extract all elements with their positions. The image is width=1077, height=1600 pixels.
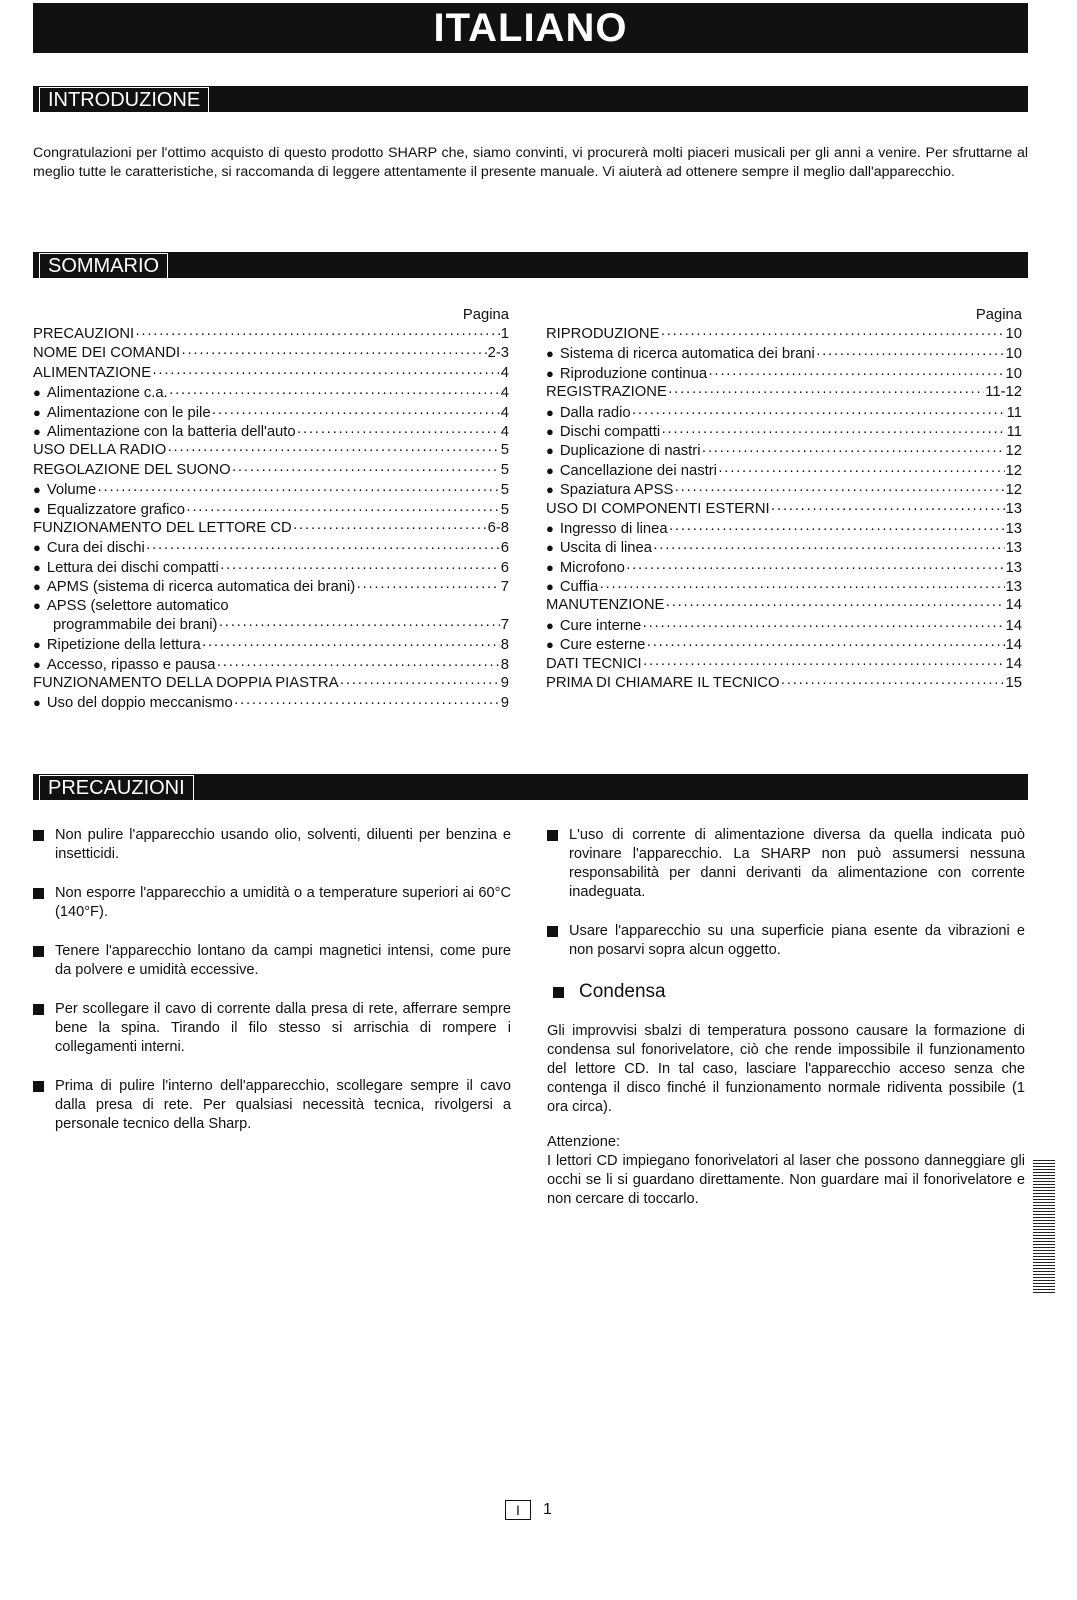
toc-leader-dots: [152, 364, 500, 383]
toc-entry: [546, 422, 1022, 441]
precautions-left-column: [33, 826, 511, 1154]
toc-entry-page: 12: [1005, 462, 1022, 479]
toc-entry-page: 13: [1005, 579, 1022, 596]
language-code-box: I: [505, 1500, 531, 1520]
toc-entry-title: ● Cura dei dischi: [33, 538, 145, 558]
toc-entry-page: 1: [500, 326, 509, 342]
toc-entry-page: 5: [500, 482, 509, 499]
toc-entry-title: ● Lettura dei dischi compatti: [33, 558, 219, 578]
toc-entry-page: 13: [1005, 500, 1022, 517]
toc-entry-page: 15: [1005, 675, 1022, 692]
toc-entry: [546, 577, 1022, 596]
toc-entry-page: 2-3: [487, 345, 509, 362]
toc-entry-page: 12: [1005, 443, 1022, 460]
toc-entry-title: ● Cure esterne: [546, 635, 645, 655]
precaution-item: Tenere l'apparecchio lontano da campi magnetici intensi, come pure da polvere e umidità eccessive.: [33, 942, 511, 980]
toc-entry: [546, 461, 1022, 480]
toc-leader-dots: [186, 501, 500, 520]
toc-page-label-right: Pagina: [975, 307, 1022, 323]
toc-leader-dots: [216, 656, 499, 675]
section-header-sommario: [33, 252, 1028, 278]
precaution-item: L'uso di corrente di alimentazione diversa da quella indicata può rovinare l'apparecchio. La SHARP non può assumersi nessuna responsabilità per danni derivanti da alimentazione con corrente inadeguata.: [547, 826, 1025, 902]
toc-entry: [33, 344, 509, 363]
toc-entry-title: ● Alimentazione c.a.: [33, 383, 168, 403]
toc-entry: [546, 596, 1022, 615]
toc-leader-dots: [718, 462, 1005, 481]
toc-entry-page: 7: [500, 616, 509, 633]
toc-entry: [546, 383, 1022, 402]
toc-leader-dots: [293, 519, 487, 538]
toc-entry-page: 4: [500, 423, 509, 440]
toc-leader-dots: [626, 559, 1005, 578]
toc-entry-title: ● Riproduzione continua: [546, 364, 707, 384]
toc-entry-title: ● Equalizzatore grafico: [33, 500, 185, 520]
precaution-item: Prima di pulire l'interno dell'apparecchio, scollegare sempre il cavo dalla presa di rete. Per qualsiasi necessità tecnica, rivolgersi a personale tecnico della Sharp.: [33, 1077, 511, 1134]
toc-leader-dots: [781, 674, 1005, 693]
toc-entry-title: ● APSS (selettore automatico: [33, 596, 229, 616]
toc-leader-dots: [665, 596, 1004, 615]
toc-entry-page: 4: [500, 404, 509, 421]
toc-leader-dots: [708, 365, 1004, 384]
precaution-item: Usare l'apparecchio su una superficie piana esente da vibrazioni e non posarvi sopra alcun oggetto.: [547, 922, 1025, 960]
toc-entry-title: ● Dalla radio: [546, 403, 631, 423]
toc-entry: [546, 364, 1022, 383]
toc-entry-page: 11: [1006, 404, 1022, 421]
language-title: ITALIANO: [33, 3, 1028, 53]
toc-entry-page: 11: [1006, 423, 1022, 440]
toc-entry: [33, 500, 509, 519]
toc-entry: [33, 655, 509, 674]
toc-entry-title: ● Ingresso di linea: [546, 519, 668, 539]
precaution-item: Non pulire l'apparecchio usando olio, solventi, diluenti per benzina e insetticidi.: [33, 826, 511, 864]
toc-entry-page: 4: [500, 364, 509, 381]
toc-entry-title: RIPRODUZIONE: [546, 326, 660, 342]
toc-entry-title: PRIMA DI CHIAMARE IL TECNICO: [546, 675, 780, 692]
square-bullet-icon: [547, 926, 558, 937]
intro-paragraph: Congratulazioni per l'ottimo acquisto di questo prodotto SHARP che, siamo convinti, vi procurerà molti piaceri musicali per gli anni a venire. Per sfruttarne al meglio tutte le caratteristiche, si raccomanda di leggere attentamente il presente manuale. Vi aiuterà ad ottenere sempre il meglio dall'apparecchio.: [33, 145, 1028, 180]
toc-leader-dots: [340, 674, 500, 693]
toc-entry: [33, 635, 509, 654]
toc-leader-dots: [668, 383, 984, 402]
section-header-introduzione: [33, 86, 1028, 112]
toc-leader-dots: [599, 578, 1004, 597]
toc-leader-dots: [202, 636, 500, 655]
toc-leader-dots: [702, 442, 1005, 461]
toc-leader-dots: [771, 500, 1005, 519]
toc-entry-title: ● Cancellazione dei nastri: [546, 461, 717, 481]
toc-entry-title: ● Sistema di ricerca automatica dei brani: [546, 344, 815, 364]
toc-entry-page: 9: [500, 695, 509, 712]
square-bullet-icon: [33, 888, 44, 899]
toc-entry-title: NOME DEI COMANDI: [33, 345, 181, 362]
section-title-introduzione: INTRODUZIONE: [39, 87, 209, 113]
toc-entry-title: ● Ripetizione della lettura: [33, 635, 201, 655]
toc-entry: [33, 325, 509, 344]
toc-entry-page: 11-12: [985, 384, 1022, 401]
toc-entry-page: 9: [500, 675, 509, 692]
square-bullet-icon: [33, 1081, 44, 1092]
toc-leader-dots: [181, 344, 486, 363]
toc-entry-title: ● Cuffia: [546, 577, 598, 597]
toc-entry: [33, 403, 509, 422]
toc-leader-dots: [653, 539, 1005, 558]
toc-entry-page: 13: [1005, 520, 1022, 537]
section-title-precauzioni: PRECAUZIONI: [39, 775, 194, 801]
toc-entry: [33, 596, 509, 615]
toc-leader-dots: [669, 520, 1005, 539]
toc-entry: [33, 461, 509, 480]
toc-entry: [546, 635, 1022, 654]
toc-entry-page: 6: [500, 559, 509, 576]
toc-entry: [546, 674, 1022, 693]
toc-entry: [33, 674, 509, 693]
toc-entry-title: ● Accesso, ripasso e pausa: [33, 655, 215, 675]
toc-entry-title: ● Volume: [33, 480, 96, 500]
toc-entry-page: 10: [1005, 346, 1022, 363]
toc-entry: [33, 558, 509, 577]
attention-paragraph: I lettori CD impiegano fonorivelatori al laser che possono danneggiare gli occhi se li si guardano direttamente. Non guardare mai il fonorivelatore e non cercare di toccarlo.: [547, 1153, 1025, 1207]
toc-entry-page: 14: [1005, 597, 1022, 614]
square-bullet-icon: [33, 946, 44, 957]
toc-entry-title: ● Cure interne: [546, 616, 641, 636]
toc-entry-title: ● Spaziatura APSS: [546, 480, 673, 500]
toc-leader-dots: [660, 325, 1004, 344]
page-number: 1: [543, 1501, 552, 1518]
toc-leader-dots: [234, 694, 500, 713]
toc-leader-dots: [232, 461, 500, 480]
toc-entry-title: USO DI COMPONENTI ESTERNI: [546, 500, 770, 517]
toc-entry: [33, 422, 509, 441]
toc-entry-title: ● Uscita di linea: [546, 538, 652, 558]
toc-leader-dots: [97, 481, 500, 500]
toc-entry-page: 13: [1005, 559, 1022, 576]
toc-entry-title: MANUTENZIONE: [546, 597, 665, 614]
toc-entry: [546, 538, 1022, 557]
toc-leader-dots: [816, 345, 1005, 364]
toc-entry-page: 14: [1005, 617, 1022, 634]
toc-leader-dots: [674, 481, 1004, 500]
edge-index-marks: [1033, 1160, 1055, 1295]
toc-entry-page: 13: [1005, 540, 1022, 557]
toc-entry-page: 5: [500, 501, 509, 518]
toc-entry-page: 7: [500, 579, 509, 596]
square-bullet-icon: [547, 830, 558, 841]
toc-entry: [33, 616, 509, 635]
section-header-precauzioni: [33, 774, 1028, 800]
toc-entry-title: ● Uso del doppio meccanismo: [33, 693, 233, 713]
toc-left-column: [33, 305, 509, 713]
toc-entry: [33, 383, 509, 402]
toc-entry-page: 10: [1005, 365, 1022, 382]
toc-entry-page: 14: [1005, 655, 1022, 672]
toc-entry-page: 12: [1005, 482, 1022, 499]
toc-entry-title: FUNZIONAMENTO DEL LETTORE CD: [33, 519, 292, 536]
page-footer: [505, 1500, 552, 1520]
toc-entry: [546, 480, 1022, 499]
toc-entry: [546, 441, 1022, 460]
toc-entry: [546, 519, 1022, 538]
toc-entry-page: 5: [500, 442, 509, 459]
toc-leader-dots: [135, 325, 500, 344]
toc-entry-title: REGOLAZIONE DEL SUONO: [33, 461, 231, 478]
toc-entry-page: 6: [500, 540, 509, 557]
square-bullet-icon: [553, 987, 564, 998]
toc-leader-dots: [212, 404, 500, 423]
toc-entry-title: programmabile dei brani): [53, 616, 218, 633]
toc-entry-page: 6-8: [487, 519, 509, 536]
toc-entry-page: 5: [500, 461, 509, 478]
toc-entry: [33, 538, 509, 557]
toc-leader-dots: [356, 578, 500, 597]
toc-entry-title: ● Duplicazione di nastri: [546, 441, 701, 461]
toc-entry-title: REGISTRAZIONE: [546, 384, 667, 401]
toc-page-label: Pagina: [462, 307, 509, 323]
toc-entry: [546, 500, 1022, 519]
precautions-right-column: [547, 826, 1025, 1225]
toc-entry: [546, 655, 1022, 674]
precaution-item: Per scollegare il cavo di corrente dalla presa di rete, afferrare sempre bene la spina. Tirando il filo stesso si arrischia di rompere i collegamenti interni.: [33, 1000, 511, 1057]
toc-entry-title: ● Alimentazione con la batteria dell'auto: [33, 422, 296, 442]
toc-leader-dots: [632, 404, 1006, 423]
toc-entry: [33, 480, 509, 499]
toc-leader-dots: [643, 655, 1005, 674]
toc-entry: [546, 403, 1022, 422]
toc-entry-title: FUNZIONAMENTO DELLA DOPPIA PIASTRA: [33, 675, 339, 692]
toc-entry-page: 8: [500, 637, 509, 654]
section-title-sommario: SOMMARIO: [39, 253, 168, 279]
toc-entry-title: ● APMS (sistema di ricerca automatica dei brani): [33, 577, 355, 597]
toc-entry-title: PRECAUZIONI: [33, 326, 135, 342]
condensa-heading: Condensa: [547, 980, 1025, 1004]
toc-leader-dots: [297, 423, 500, 442]
toc-entry: [546, 616, 1022, 635]
toc-entry-page: 4: [500, 385, 509, 402]
toc-entry: [33, 519, 509, 538]
toc-leader-dots: [220, 559, 500, 578]
toc-entry: [546, 558, 1022, 577]
toc-entry-title: ● Microfono: [546, 558, 625, 578]
toc-entry-page: 14: [1005, 637, 1022, 654]
toc-entry-title: ● Alimentazione con le pile: [33, 403, 211, 423]
toc-right-column: [546, 305, 1022, 693]
toc-leader-dots: [169, 384, 500, 403]
toc-entry: [33, 364, 509, 383]
toc-entry: [546, 344, 1022, 363]
toc-leader-dots: [146, 539, 500, 558]
attention-heading: Attenzione:: [547, 1134, 621, 1150]
toc-entry-title: USO DELLA RADIO: [33, 442, 167, 459]
toc-leader-dots: [167, 441, 500, 460]
toc-leader-dots: [661, 423, 1005, 442]
condensa-paragraph: Gli improvvisi sbalzi di temperatura possono causare la formazione di condensa sul fonorivelatore, ciò che rende impossibile il funzionamento del lettore CD. In tal caso, lasciare l'apparecchio acceso senza che contenga il disco finché il funzionamento normale ridiventa possibile (1 ora circa).: [547, 1023, 1025, 1115]
precaution-item: Non esporre l'apparecchio a umidità o a temperature superiori ai 60°C (140°F).: [33, 884, 511, 922]
toc-entry: [33, 441, 509, 460]
toc-entry: [33, 693, 509, 712]
toc-leader-dots: [646, 636, 1004, 655]
toc-entry-title: ● Dischi compatti: [546, 422, 660, 442]
toc-entry-page: 8: [500, 656, 509, 673]
toc-entry-title: DATI TECNICI: [546, 655, 642, 672]
toc-entry: [33, 577, 509, 596]
toc-entry-title: ALIMENTAZIONE: [33, 364, 152, 381]
square-bullet-icon: [33, 1004, 44, 1015]
toc-leader-dots: [219, 616, 500, 635]
square-bullet-icon: [33, 830, 44, 841]
toc-leader-dots: [642, 617, 1004, 636]
toc-entry-page: 10: [1005, 326, 1022, 342]
toc-entry: [546, 325, 1022, 344]
